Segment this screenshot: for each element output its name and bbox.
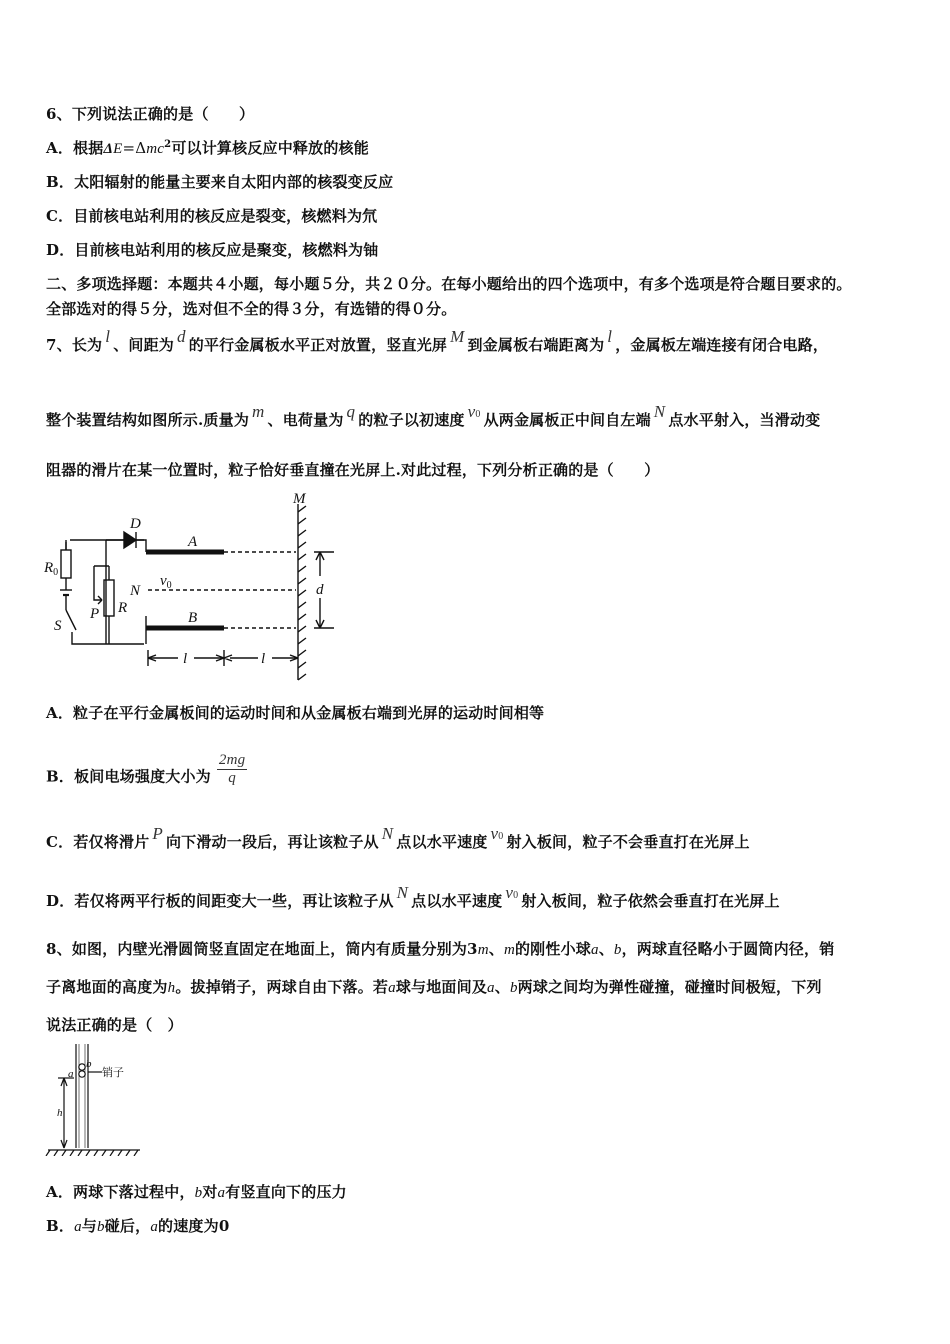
fraction-2mg-q: $\frac{2mg}{q}$ <box>218 752 246 786</box>
var-n: N <box>381 824 394 843</box>
var-d: d <box>177 327 186 346</box>
fig-label-l1: l <box>183 651 188 667</box>
fig-label-l2: l <box>261 651 266 667</box>
q7-text: 从两金属板正中间自左端 <box>483 411 651 429</box>
fig-label-r0: $R_0$ <box>44 560 59 578</box>
var-mass: m <box>252 402 265 421</box>
fig-label-r: R <box>118 600 128 616</box>
q6-a-suffix: 可以计算核反应中释放的核能 <box>171 139 369 157</box>
fig-label-b: B <box>188 610 198 626</box>
q7-text: 的粒子以初速度 <box>358 411 465 429</box>
formula-mc: mc <box>146 141 165 157</box>
q6-option-b: B．太阳辐射的能量主要来自太阳内部的核裂变反应 <box>46 173 394 191</box>
q7-text: 、间距为 <box>113 336 174 354</box>
var-v0: v0 <box>505 883 519 902</box>
q7-c-text: C．若仅将滑片 <box>46 833 150 851</box>
q7-text: 7、长为 <box>46 336 103 354</box>
fig-label-a: A <box>188 534 198 550</box>
fig-label-ball-a: a <box>68 1068 74 1080</box>
q7-text: 整个装置结构如图所示.质量为 <box>46 411 250 429</box>
q7-text: ，金属板左端连接有闭合电路， <box>615 336 829 354</box>
q7-para-line2 <box>46 402 821 430</box>
q7-para-line1 <box>46 327 829 355</box>
q7-text: 的平行金属板水平正对放置，竖直光屏 <box>188 336 448 354</box>
q8-tube-figure <box>44 1040 154 1156</box>
q7-d-text: 射入板间，粒子依然会垂直打在光屏上 <box>521 892 780 910</box>
q8-option-b: B．a与b碰后，a的速度为0 <box>46 1217 230 1235</box>
q8-option-a: A．两球下落过程中，b对a有竖直向下的压力 <box>46 1183 347 1201</box>
q7-text: 到金属板右端距离为 <box>467 336 605 354</box>
var-v0: v0 <box>467 402 481 421</box>
fig-label-h: h <box>57 1107 63 1119</box>
q7-para-line3: 阻器的滑片在某一位置时，粒子恰好垂直撞在光屏上.对此过程，下列分析正确的是（ ） <box>46 461 660 479</box>
fig-label-d-diode: D <box>130 516 141 532</box>
fig-label-n: N <box>130 583 141 599</box>
var-l: l <box>607 327 613 346</box>
q6-stem: 6、下列说法正确的是（ ） <box>46 105 255 123</box>
formula-sup: 2 <box>164 139 172 150</box>
fig-label-pin: 销子 <box>102 1067 124 1079</box>
fig-label-m: M <box>293 491 306 507</box>
section2-line2: 全部选对的得５分，选对但不全的得３分，有选错的得０分。 <box>46 300 457 318</box>
q7-text: 点水平射入，当滑动变 <box>668 411 821 429</box>
q8-para-line1: 8、如图，内壁光滑圆筒竖直固定在地面上，筒内有质量分别为3m、m的刚性小球a、b，两球直径略小于圆筒内径，销 <box>46 940 835 958</box>
var-n: N <box>653 402 666 421</box>
formula-delta: Δ <box>103 141 114 157</box>
fig-label-ball-b: b <box>86 1058 92 1070</box>
fig-label-s: S <box>54 618 62 634</box>
var-p: P <box>152 824 163 843</box>
var-n: N <box>396 883 409 902</box>
q7-d-text: D．若仅将两平行板的间距变大一些，再让该粒子从 <box>46 892 394 910</box>
q7-c-text: 点以水平速度 <box>396 833 488 851</box>
section2-line1: 二、多项选择题：本题共４小题，每小题５分，共２０分。在每小题给出的四个选项中，有多个选项是符合题目要求的。 <box>46 275 852 293</box>
q7-option-b <box>46 752 247 795</box>
var-l: l <box>105 327 111 346</box>
q7-d-text: 点以水平速度 <box>411 892 503 910</box>
q7-text: 、电荷量为 <box>267 411 344 429</box>
q6-option-d: D．目前核电站利用的核反应是聚变，核燃料为铀 <box>46 241 379 259</box>
q6-a-prefix: A．根据 <box>46 139 104 157</box>
var-m-screen: M <box>450 327 465 346</box>
q6-option-a <box>46 137 369 158</box>
fig-label-v0: $v_0$ <box>160 573 172 591</box>
var-q: q <box>346 402 356 421</box>
q7-option-d <box>46 883 780 911</box>
q7-option-c <box>46 824 750 852</box>
q8-para-line3: 说法正确的是（ ） <box>46 1016 183 1034</box>
q7-c-text: 向下滑动一段后，再让该粒子从 <box>165 833 379 851</box>
formula-e: E <box>113 141 123 157</box>
q7-option-a: A．粒子在平行金属板间的运动时间和从金属板右端到光屏的运动时间相等 <box>46 704 545 722</box>
var-v0: v0 <box>490 824 504 843</box>
q7-c-text: 射入板间，粒子不会垂直打在光屏上 <box>506 833 750 851</box>
q7-circuit-figure <box>44 490 344 690</box>
formula-eq: =Δ <box>122 139 147 157</box>
q7-b-text: B．板间电场强度大小为 <box>46 767 211 786</box>
fig-label-d: d <box>316 582 324 598</box>
fig-label-p: P <box>90 606 100 622</box>
q8-para-line2: 子离地面的高度为h。拔掉销子，两球自由下落。若a球与地面间及a、b两球之间均为弹性碰撞，碰撞时间极短，下列 <box>46 978 822 996</box>
q6-option-c: C．目前核电站利用的核反应是裂变，核燃料为氘 <box>46 207 378 225</box>
